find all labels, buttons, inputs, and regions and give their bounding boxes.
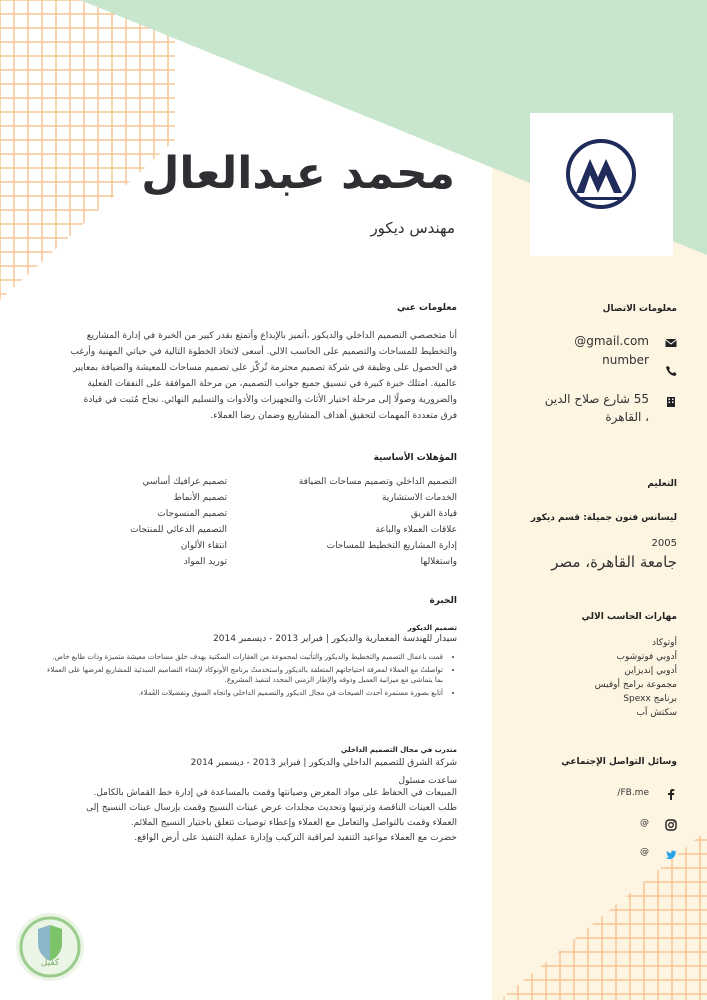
about-line: والتخطيط للمساحات والتصميم على الحاسب الالي. أسعى لاتخاذ الخطوة التالية في حياتي المهنية وأرغب — [70, 347, 457, 357]
experience-job-1 — [37, 624, 457, 701]
building-icon — [665, 395, 677, 407]
software-item: أوتوكاد — [651, 638, 677, 648]
about-line: أنا متخصصي التصميم الداخلي والديكور ،أتميز بالإبداع وأتمتع بقدر كبير من الخبرة في إدارة المشاريع — [86, 331, 457, 341]
skill-item: قيادة الفريق — [410, 509, 457, 519]
software-list — [595, 636, 677, 720]
skill-item: التصميم الدعائي للمنتجات — [130, 525, 227, 535]
facebook-icon[interactable] — [665, 788, 677, 800]
education-university: جامعة القاهرة، مصر — [551, 553, 677, 571]
address-line: ، القاهرة — [605, 410, 649, 424]
twitter-icon[interactable] — [665, 849, 677, 861]
watermark-logo-icon — [14, 911, 86, 983]
skill-item: تصميم المنسوجات — [157, 509, 227, 519]
about-paragraph — [27, 328, 457, 424]
full-name: محمد عبدالعال — [141, 148, 455, 199]
facebook-handle[interactable]: FB.me/ — [617, 788, 649, 798]
contact-address — [545, 390, 649, 426]
email-icon — [665, 337, 677, 349]
about-line: عالمية. امتلك خبرة كبيرة في تنسيق جميع جوانب التصميم، من مرحلة الموافقة على النفقات الفعلية — [87, 379, 457, 389]
job-company: سيدار للهندسة المعمارية والديكور | فبراير 2013 - ديسمبر 2014 — [213, 634, 457, 644]
contact-email[interactable]: gmail.com@ — [574, 334, 649, 348]
watermark-text: كفيل — [40, 958, 60, 968]
skills-right-column — [277, 474, 457, 570]
ma-logo-icon — [530, 113, 673, 256]
skill-item: التصميم الداخلي وتصميم مساحات الضيافة — [298, 477, 457, 487]
contact-phone[interactable]: number — [602, 353, 649, 367]
job-line: العملاء وقمت بالتواصل والتعامل مع العملاء وإعطاء توصيات تتعلق باختيار النسيج الملائم. — [130, 818, 457, 828]
skill-item: تصميم الأنماط — [173, 493, 227, 503]
job-role: تصميم الديكور — [407, 624, 457, 632]
software-item: أدوبي إنديزاين — [624, 666, 677, 676]
software-item: أدوبي فوتوشوب — [616, 652, 677, 662]
software-item: مجموعة برامج أوفيس — [594, 680, 677, 690]
skill-item: توريد المواد — [183, 557, 227, 567]
instagram-handle[interactable]: @ — [640, 818, 649, 828]
instagram-icon[interactable] — [665, 819, 677, 831]
skill-item: واستغلالها — [420, 557, 457, 567]
education-degree: ليسانس فنون جميلة: قسم ديكور — [530, 513, 677, 523]
software-item: سكتش آب — [636, 708, 677, 718]
job-description — [37, 786, 457, 846]
skill-item: إدارة المشاريع التخطيط للمساحات — [326, 541, 457, 551]
education-year: 2005 — [651, 538, 677, 549]
skill-item: انتقاء الألوان — [180, 541, 227, 551]
about-heading: معلومات عني — [396, 303, 457, 313]
job-line: المبيعات في الحفاظ على مواد المعرض وصيانتها وقمت بالمساعدة في إدارة خط القماش بالكامل. — [93, 788, 457, 798]
job-bullet: • أتابع بصورة مستمرة أحدث الصيحات في مجال الديكور والتصميم الداخلي واتجاه السوق وتفضيلات العُملاء. — [37, 688, 443, 698]
about-line: والضرورية وصولًا إلى مرحلة اختيار الأثاث والتجهيزات والأدوات والتسليم النهائي. نجاح مُثبت في قيادة — [83, 395, 457, 405]
job-bullets — [37, 652, 457, 698]
experience-heading: الخبرة — [429, 596, 457, 606]
software-item: برنامج Spexx — [623, 694, 677, 704]
job-bullet: • تواصلتُ مع العملاء لمعرفة احتياجاتهم المتعلقة بالديكور واستخدمتُ برنامج الأوتوكاد لإنشاء التصاميم المبدئية للمشاريع لعرضها على العملاء بما يتماشى مع ميزانية العميل وذوقه والإطار الزمني المحدد لتنفيذ المشروع. — [37, 665, 443, 685]
skill-item: الخدمات الاستشارية — [381, 493, 457, 503]
phone-icon — [665, 365, 677, 377]
logo-box — [530, 113, 673, 256]
contact-heading: معلومات الاتصال — [602, 304, 677, 314]
skills-heading: المؤهلات الأساسية — [373, 453, 457, 463]
social-heading: وسائل التواصل الإجتماعي — [561, 757, 677, 767]
skill-item: تصميم غرافيك أساسي — [142, 477, 227, 487]
about-line: فرق متعددة المهمات لتحقيق أهداف المشاريع وضمان رضا العملاء. — [210, 411, 457, 421]
about-line: في الحصول على وظيفة في شركة تصميم محترمة تُركّز على تصميم مساحات للمعيشة والضيافة بمعايير — [73, 363, 457, 373]
address-line: 55 شارع صلاح الدين — [544, 392, 649, 406]
job-title: مهندس ديكور — [370, 219, 455, 237]
twitter-handle[interactable]: @ — [640, 847, 649, 857]
job-subtitle: ساعدت مسئول — [398, 776, 457, 786]
job-bullet: • قمت باعمال التصميم والتخطيط والديكور والتأثيث لمجموعة من العقارات السكنية بهدف خلق مساحات معيشة متميزة وذات طابع خاص. — [37, 652, 443, 662]
job-company: شركة الشرق للتصميم الداخلي والديكور | فبراير 2013 - ديسمبر 2014 — [190, 758, 457, 768]
education-heading: التعليم — [647, 479, 677, 489]
skills-left-column — [77, 474, 227, 570]
experience-job-2 — [37, 746, 457, 846]
job-line: حضرت مع العملاء مواعيد التنفيذ لمراقبة التركيب وإدارة عملية التنفيذ على أرض الواقع. — [134, 833, 457, 843]
skill-item: علاقات العملاء والباعة — [375, 525, 457, 535]
job-role: متدرب في مجال التصميم الداخلي — [340, 746, 457, 754]
software-heading: مهارات الحاسب الالي — [581, 612, 677, 622]
job-line: طلب العينات الناقصة وترتيبها وتحديث مجلدات عرض عينات النسيج وقمت بإرسال عينات النسيج إلى — [86, 803, 457, 813]
